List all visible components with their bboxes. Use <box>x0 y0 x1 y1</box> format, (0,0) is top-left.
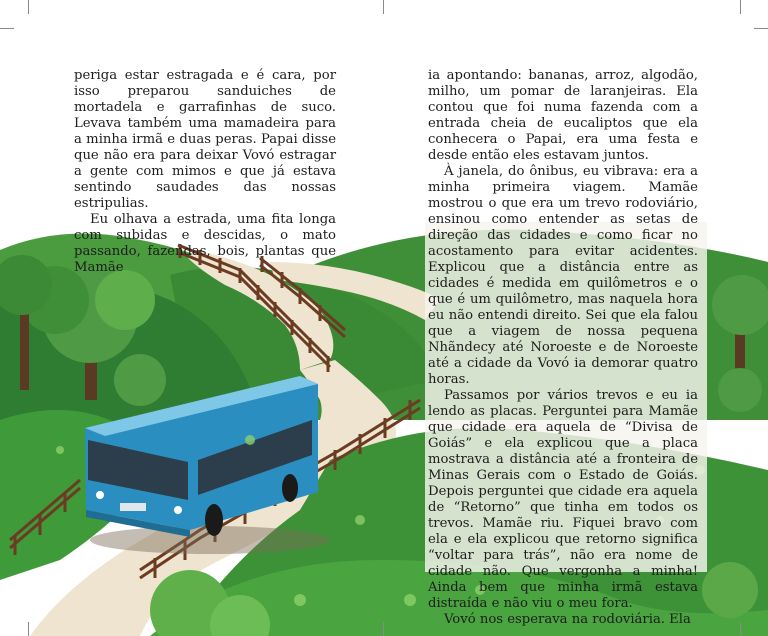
right-text-column <box>428 68 698 628</box>
crop-mark-tl-h <box>0 28 14 29</box>
right-paragraph-1: ia apontando: bananas, arroz, algodão, milho, um pomar de laranjeiras. Ela contou que foi numa fazenda com a entrada cheia de eucaliptos que ela conhecera o Papai, era uma festa e desde então eles estavam juntos. <box>428 68 698 163</box>
right-paragraph-2: À janela, do ônibus, eu vibrava: era a minha primeira viagem. Mamãe mostrou o que era um trevo rodoviário, ensinou como entender as setas de direção das cidades e como ficar no acostamento para evitar acidentes. Explicou que a distância entre as cidades é medida em quilômetros e o que é um quilômetro, mas naquela hora eu não entendi direito. Sei que ela falou que a viagem de nossa pequena Nhãndecy até Noroeste e de Noroeste até a cidade da Vovó ia demorar quatro horas. <box>428 164 698 387</box>
crop-mark-center-top <box>383 0 384 14</box>
crop-mark-tr-h <box>754 28 768 29</box>
right-paragraph-4: Vovó nos esperava na rodoviária. Ela <box>444 612 691 627</box>
crop-mark-tr <box>740 0 741 14</box>
right-paragraph-3: Passamos por vários trevos e eu ia lendo as placas. Perguntei para Mamãe que cidade era aquela de “Divisa de Goiás” e ela explicou que a placa mostrava a distância até a fronteira de Minas Gerais com o Estado de Goiás. Depois perguntei que cidade era aquela de “Retorno” que tinha em todos os trevos. Mamãe riu. Fiquei bravo com ela e ela explicou que retorno significa “voltar para trás”, não era nome de cidade não. Que vergonha a minha! Ainda bem que minha irmã estava distraída e não viu o meu fora. <box>428 388 698 611</box>
crop-mark-tl <box>28 0 29 14</box>
crop-mark-bl <box>28 622 29 636</box>
left-text-column <box>74 68 336 276</box>
left-paragraph-1: periga estar estragada e é cara, por isso preparou sanduiches de mortadela e garrafinhas de suco. Levava também uma mamadeira para a minha irmã e duas peras. Papai disse que não era para deixar Vovó estragar a gente com mimos e que já estava sentindo saudades das nossas estripulias. <box>74 68 336 211</box>
left-paragraph-2: Eu olhava a estrada, uma fita longa com subidas e descidas, o mato passando, fazendas, bois, plantas que Mamãe <box>74 212 336 275</box>
crop-mark-br <box>740 622 741 636</box>
crop-mark-center-bottom <box>383 622 384 636</box>
